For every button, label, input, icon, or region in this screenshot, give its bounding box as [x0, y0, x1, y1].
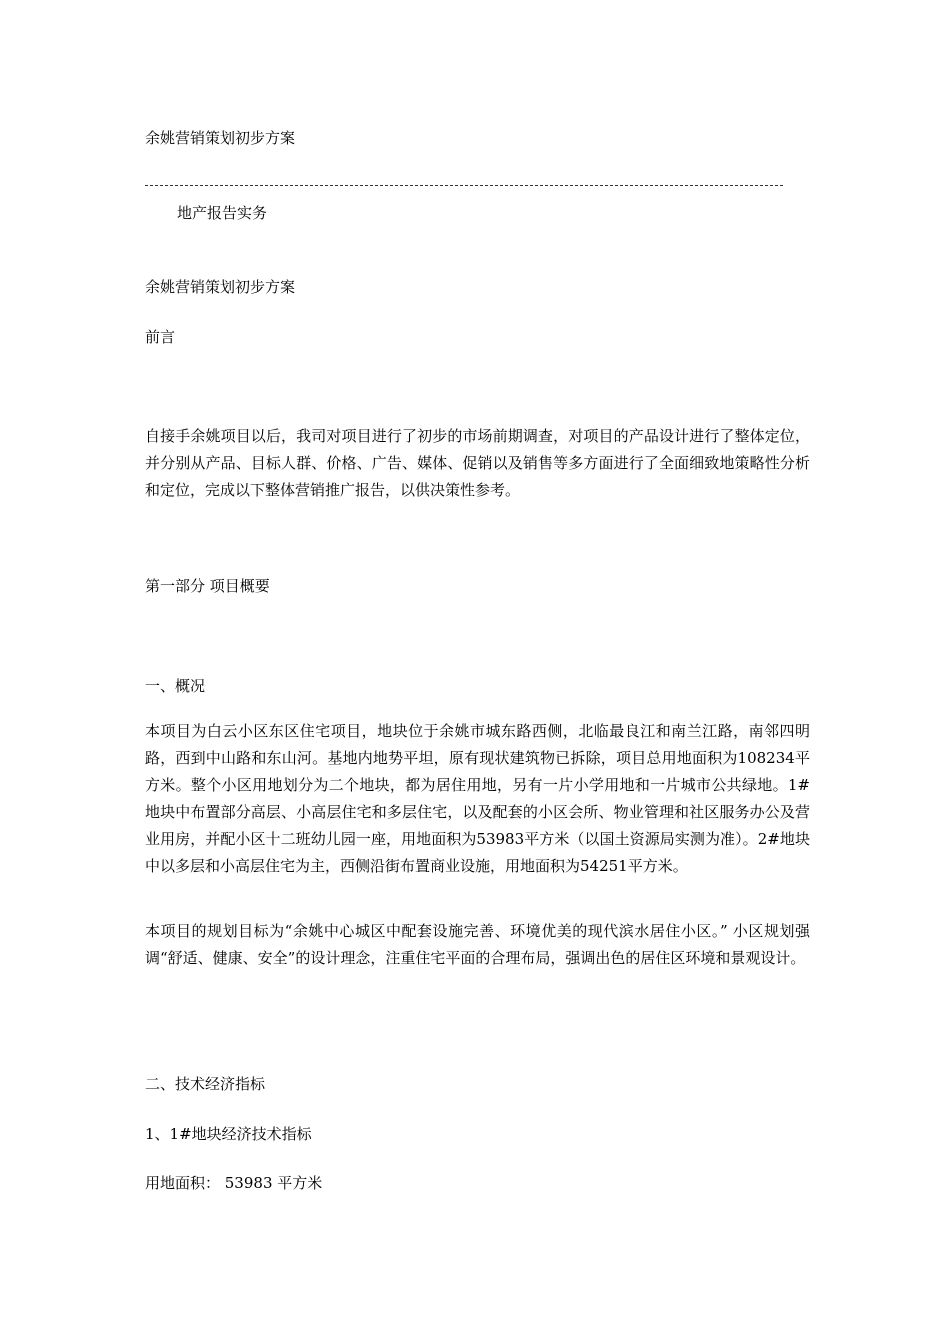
header-category: 地产报告实务: [177, 204, 268, 222]
section2-heading: 二、技术经济指标: [145, 1075, 266, 1093]
part1-heading: 第一部分 项目概要: [145, 577, 270, 595]
land-area-line: 用地面积： 53983 平方米: [145, 1174, 323, 1192]
section1-heading: 一、概况: [145, 677, 206, 695]
header-title: 余姚营销策划初步方案: [145, 129, 296, 147]
preface-paragraph: 自接手余姚项目以后，我司对项目进行了初步的市场前期调查，对项目的产品设计进行了整体定位，并分别从产品、目标人群、价格、广告、媒体、促销以及销售等多方面进行了全面细致地策略性分析和定位，完成以下整体营销推广报告，以供决策性参考。: [145, 427, 810, 499]
section1-paragraph-1: 本项目为白云小区东区住宅项目，地块位于余姚市城东路西侧，北临最良江和南兰江路，南邻四明路，西到中山路和东山河。基地内地势平坦，原有现状建筑物已拆除，项目总用地面积为108234平方米。整个小区用地划分为二个地块，都为居住用地，另有一片小学用地和一片城市公共绿地。1#地块中布置部分高层、小高层住宅和多层住宅，以及配套的小区会所、物业管理和社区服务办公及营业用房，并配小区十二班幼儿园一座，用地面积为53983平方米（以国土资源局实测为准）。2#地块中以多层和小高层住宅为主，西侧沿街布置商业设施，用地面积为54251平方米。: [145, 722, 810, 875]
preface-heading: 前言: [145, 328, 176, 346]
document-title: 余姚营销策划初步方案: [145, 278, 296, 296]
header-divider: [145, 185, 783, 186]
section1-paragraph-2: 本项目的规划目标为“余姚中心城区中配套设施完善、环境优美的现代滨水居住小区。” 小区规划强调“舒适、健康、安全”的设计理念，注重住宅平面的合理布局，强调出色的居住区环境和景观设计。: [145, 922, 810, 967]
subsection1-heading: 1、1#地块经济技术指标: [145, 1125, 312, 1143]
